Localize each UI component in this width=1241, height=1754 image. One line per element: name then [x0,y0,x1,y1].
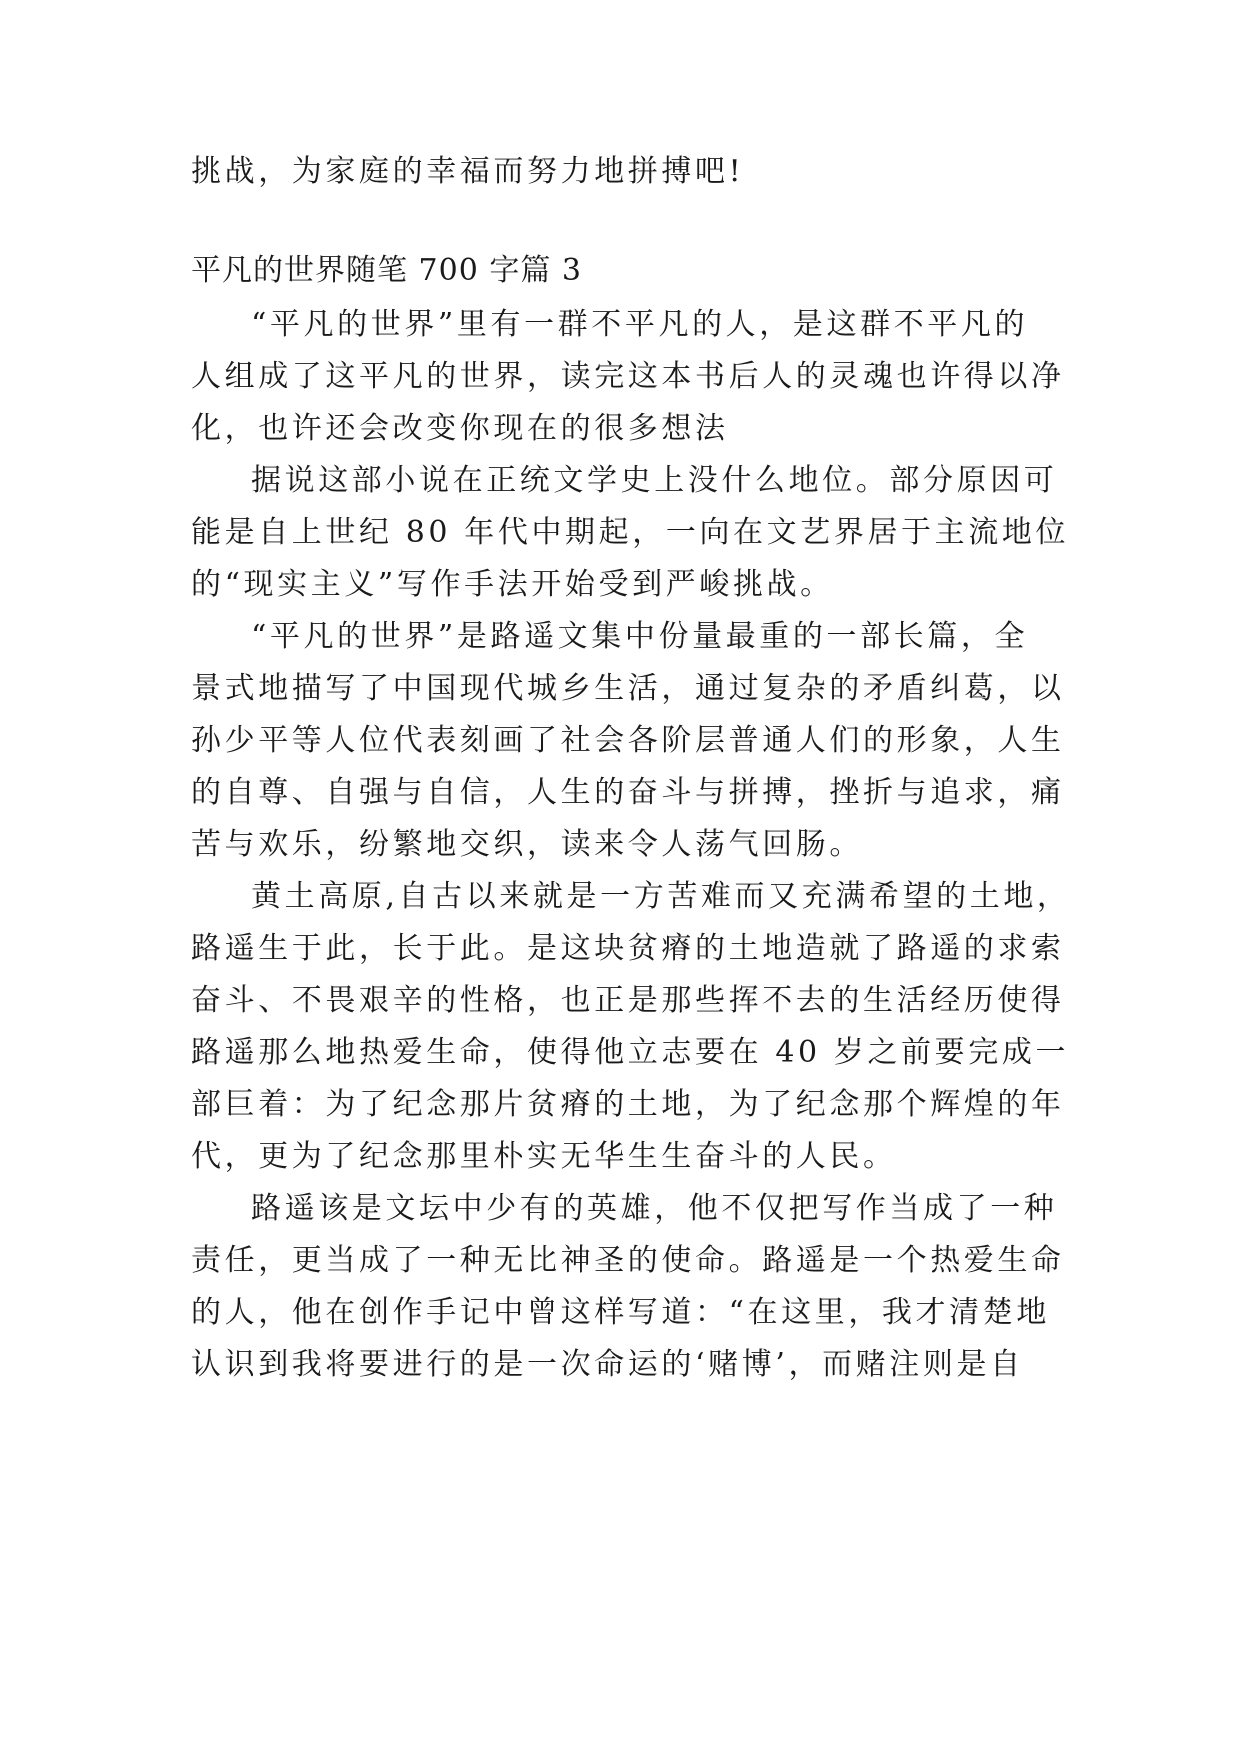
section-heading: 平凡的世界随笔 700 字篇 3 [191,253,582,288]
text-line: 据说这部小说在正统文学史上没什么地位。部分原因可 [251,463,1058,498]
text-line: “平凡的世界”是路遥文集中份量最重的一部长篇，全 [251,619,1029,654]
text-line: 的“现实主义”写作手法开始受到严峻挑战。 [191,567,834,602]
text-line: 黄土高原,自古以来就是一方苦难而又充满希望的土地， [251,879,1071,914]
text-line: 人组成了这平凡的世界，读完这本书后人的灵魂也许得以净 [191,359,1065,394]
text-line: 的人，他在创作手记中曾这样写道：“在这里，我才清楚地 [191,1295,1050,1330]
text-line: 孙少平等人位代表刻画了社会各阶层普通人们的形象，人生 [191,723,1065,758]
text-line: 责任，更当成了一种无比神圣的使命。路遥是一个热爱生命 [191,1243,1065,1278]
text-line: 苦与欢乐，纷繁地交织，读来令人荡气回肠。 [191,827,863,862]
text-line: 的自尊、自强与自信，人生的奋斗与拼搏，挫折与追求，痛 [191,775,1065,810]
text-line: 部巨着：为了纪念那片贫瘠的土地，为了纪念那个辉煌的年 [191,1087,1065,1122]
text-line: 代，更为了纪念那里朴实无华生生奋斗的人民。 [191,1139,897,1174]
text-line: “平凡的世界”里有一群不平凡的人，是这群不平凡的 [251,307,1029,342]
text-line: 路遥该是文坛中少有的英雄，他不仅把写作当成了一种 [251,1191,1058,1226]
text-line: 化，也许还会改变你现在的很多想法 [191,411,729,446]
text-line: 挑战，为家庭的幸福而努力地拼搏吧! [191,154,745,189]
text-line: 奋斗、不畏艰辛的性格，也正是那些挥不去的生活经历使得 [191,983,1065,1018]
text-line: 认识到我将要进行的是一次命运的‘赌博’，而赌注则是自 [191,1347,1024,1382]
text-line: 路遥那么地热爱生命，使得他立志要在 40 岁之前要完成一 [191,1035,1070,1070]
text-line: 景式地描写了中国现代城乡生活，通过复杂的矛盾纠葛，以 [191,671,1065,706]
text-line: 路遥生于此，长于此。是这块贫瘠的土地造就了路遥的求索 [191,931,1065,966]
text-line: 能是自上世纪 80 年代中期起，一向在文艺界居于主流地位 [191,515,1070,550]
